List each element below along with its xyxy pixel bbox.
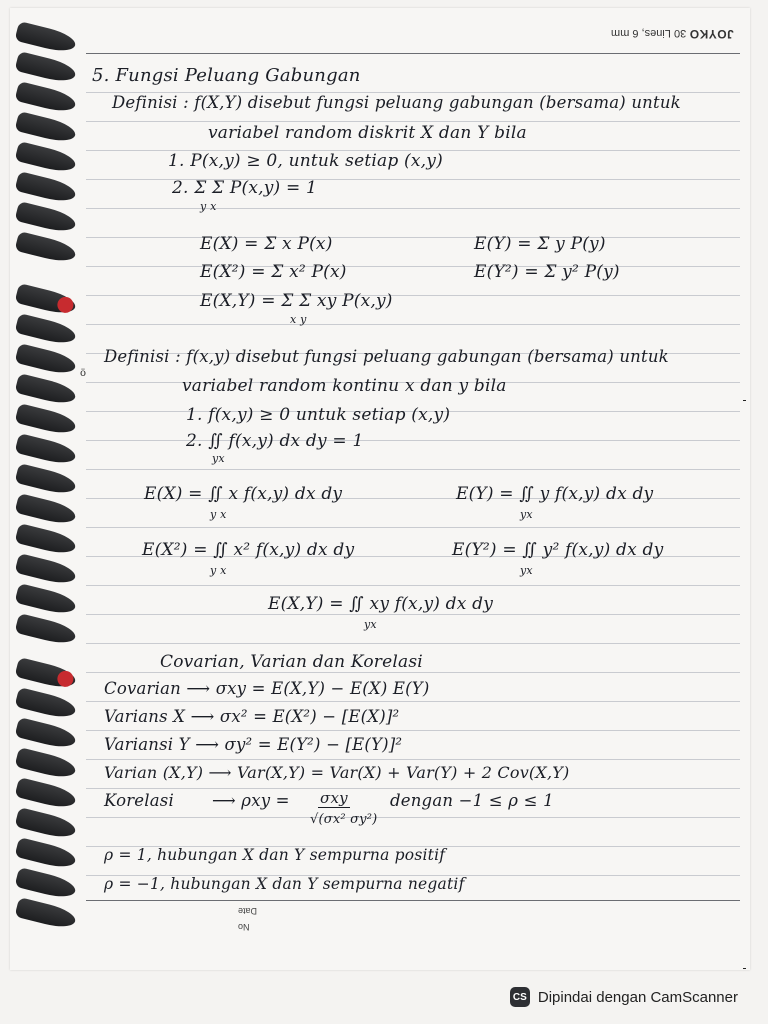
ruled-line — [86, 295, 740, 296]
ruled-line — [86, 585, 740, 586]
ruled-line — [86, 788, 740, 789]
notebook-brand — [611, 27, 734, 41]
discrete-e-xy-subscript: x y — [290, 313, 307, 326]
correlation-label: Korelasi — [104, 791, 174, 810]
header-rule — [86, 53, 740, 54]
covariance-formula: Covarian ⟶ σxy = E(X,Y) − E(X) E(Y) — [104, 679, 430, 698]
continuous-e-x-subscript: y x — [210, 508, 227, 521]
continuous-condition-1: 1. f(x,y) ≥ 0 untuk setiap (x,y) — [186, 405, 451, 425]
ruled-line — [86, 121, 740, 122]
definition-discrete-line2: variabel random diskrit X dan Y bila — [208, 123, 527, 143]
ruled-line — [86, 469, 740, 470]
ruled-line — [86, 266, 740, 267]
variance-x-formula: Varians X ⟶ σx² = E(X²) − [E(X)]² — [104, 707, 400, 726]
variance-y-formula: Variansi Y ⟶ σy² = E(Y²) − [E(Y)]² — [104, 735, 403, 754]
ruled-line — [86, 759, 740, 760]
definition-continuous-line2: variabel random kontinu x dan y bila — [182, 376, 507, 396]
discrete-e-y2: E(Y²) = Σ y² P(y) — [474, 262, 620, 282]
correlation-range: dengan −1 ≤ ρ ≤ 1 — [390, 791, 554, 810]
correlation-numerator: σxy — [320, 789, 348, 807]
continuous-e-y: E(Y) = ∬ y f(x,y) dx dy — [456, 484, 654, 504]
brand-name: JOYKO — [689, 27, 734, 41]
correlation-positive: ρ = 1, hubungan X dan Y sempurna positif — [104, 846, 446, 864]
margin-mark: ö — [80, 368, 87, 379]
brand-spec: 30 Lines, 6 mm — [611, 27, 687, 39]
ruled-line — [86, 527, 740, 528]
no-label: No — [238, 922, 250, 932]
definition-continuous-line1: Definisi : f(x,y) disebut fungsi peluang gabungan (bersama) untuk — [104, 347, 669, 366]
discrete-condition-1: 1. P(x,y) ≥ 0, untuk setiap (x,y) — [168, 151, 443, 171]
continuous-condition-2: 2. ∬ f(x,y) dx dy = 1 — [186, 431, 364, 451]
continuous-condition-2-subscript: yx — [212, 452, 225, 465]
footer-rule — [86, 900, 740, 901]
ruled-line — [86, 440, 740, 441]
correlation-denominator: √(σx² σy²) — [310, 812, 378, 827]
correlation-negative: ρ = −1, hubungan X dan Y sempurna negatif — [104, 875, 465, 893]
ruled-line — [86, 817, 740, 818]
continuous-e-y2: E(Y²) = ∬ y² f(x,y) dx dy — [452, 540, 664, 560]
discrete-condition-2-subscript: y x — [200, 200, 217, 213]
continuous-e-y-subscript: yx — [520, 508, 533, 521]
ruled-line — [86, 208, 740, 209]
camscanner-logo-icon: CS — [510, 987, 530, 1007]
ruled-line — [86, 701, 740, 702]
continuous-e-x2: E(X²) = ∬ x² f(x,y) dx dy — [142, 540, 355, 560]
ruled-line — [86, 324, 740, 325]
definition-discrete-line1: Definisi : f(X,Y) disebut fungsi peluang gabungan (bersama) untuk — [112, 93, 681, 112]
ruled-line — [86, 672, 740, 673]
heading-joint-probability: 5. Fungsi Peluang Gabungan — [92, 65, 361, 86]
discrete-e-x: E(X) = Σ x P(x) — [200, 234, 333, 254]
ruled-line — [86, 730, 740, 731]
heading-covariance: Covarian, Varian dan Korelasi — [160, 652, 423, 672]
continuous-e-xy-subscript: yx — [364, 618, 377, 631]
continuous-e-x: E(X) = ∬ x f(x,y) dx dy — [144, 484, 343, 504]
camscanner-watermark — [510, 983, 738, 1011]
correlation-rho: ⟶ ρxy = — [212, 791, 290, 810]
continuous-e-xy: E(X,Y) = ∬ xy f(x,y) dx dy — [268, 594, 494, 614]
continuous-e-y2-subscript: yx — [520, 564, 533, 577]
continuous-e-x2-subscript: y x — [210, 564, 227, 577]
date-label: Date — [238, 906, 258, 916]
discrete-e-x2: E(X²) = Σ x² P(x) — [200, 262, 347, 282]
ruled-line — [86, 614, 740, 615]
ruled-line — [86, 643, 740, 644]
camscanner-text: Dipindai dengan CamScanner — [537, 988, 738, 1006]
edge-mark — [743, 400, 746, 401]
discrete-e-y: E(Y) = Σ y P(y) — [474, 234, 606, 254]
discrete-e-xy: E(X,Y) = Σ Σ xy P(x,y) — [200, 291, 393, 311]
ruled-line — [86, 237, 740, 238]
edge-mark — [743, 968, 746, 969]
variance-xy-formula: Varian (X,Y) ⟶ Var(X,Y) = Var(X) + Var(Y) + 2 Cov(X,Y) — [104, 763, 570, 782]
discrete-condition-2: 2. Σ Σ P(x,y) = 1 — [172, 178, 318, 198]
